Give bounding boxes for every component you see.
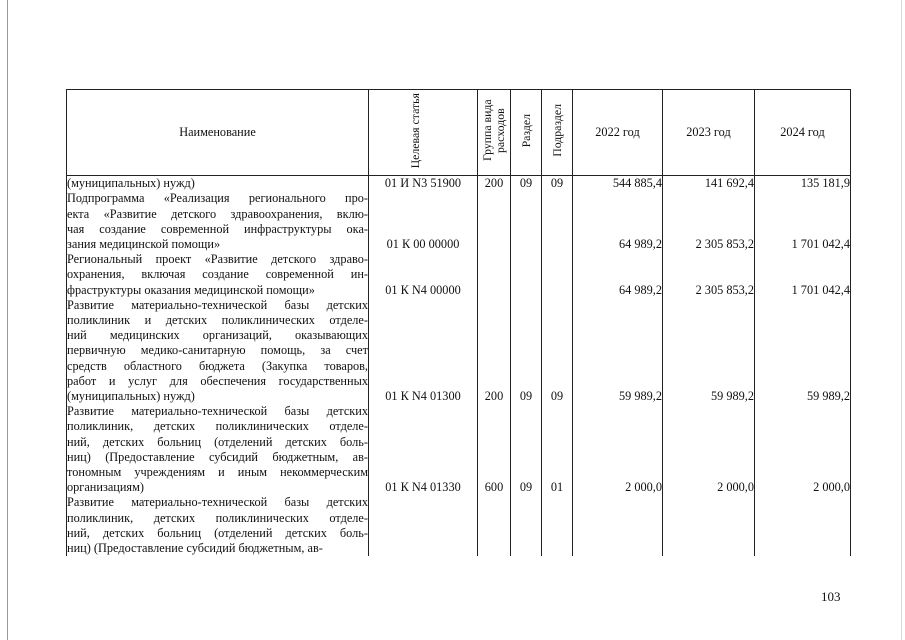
section-cell — [511, 404, 542, 495]
amount-2023-cell — [663, 191, 755, 252]
table-body — [67, 176, 851, 557]
page-number: 103 — [821, 589, 841, 604]
amount-2024-cell-value: 59 989,2 — [806, 389, 850, 404]
amount-2022-cell — [573, 404, 663, 495]
target-article-cell-value: 01 И N3 51900 — [384, 176, 462, 191]
row-name-line: зания медицинской помощи» — [67, 237, 221, 252]
section-cell-value: 09 — [519, 176, 533, 191]
section-cell-value: 09 — [519, 480, 533, 495]
row-name-line: (муниципальных) нужд) — [67, 389, 195, 404]
row-name-line: (муниципальных) нужд) — [67, 176, 195, 191]
amount-2022-cell-value: 64 989,2 — [618, 237, 662, 252]
row-name-line: чая создание современной инфраструктуры ока- — [67, 221, 368, 236]
row-name-line: Развитие материально-технической базы детских — [67, 495, 368, 510]
table-row — [67, 495, 851, 556]
amount-2022-cell-value: 64 989,2 — [618, 282, 662, 297]
amount-2022-cell-value: 2 000,0 — [625, 480, 662, 495]
expense-group-cell-value: 200 — [484, 176, 504, 191]
amount-2022-cell — [573, 495, 663, 556]
expense-group-cell — [478, 252, 511, 298]
target-article-cell — [369, 176, 478, 192]
subsection-cell — [542, 495, 573, 556]
expense-group-cell — [478, 176, 511, 192]
row-name-line: тономным учреждениям и иным некоммерческим — [67, 465, 368, 480]
budget-table — [66, 89, 851, 556]
row-name-line: средств областного бюджета (Закупка товаров, — [67, 358, 368, 373]
row-name — [67, 191, 369, 252]
scan-edge-right — [901, 0, 902, 640]
expense-group-cell — [478, 404, 511, 495]
amount-2024-cell — [755, 495, 851, 556]
subsection-cell-value: 09 — [550, 176, 564, 191]
section-cell — [511, 252, 542, 298]
amount-2024-cell-value: 2 000,0 — [813, 480, 850, 495]
section-cell — [511, 191, 542, 252]
expense-group-cell — [478, 191, 511, 252]
expense-group-cell — [478, 495, 511, 556]
header-2023: 2023 год — [663, 90, 755, 176]
amount-2023-cell-value: 141 692,4 — [704, 176, 754, 191]
target-article-cell-value: 01 К N4 01330 — [385, 480, 461, 495]
target-article-cell — [369, 191, 478, 252]
amount-2024-cell — [755, 298, 851, 404]
amount-2022-cell — [573, 252, 663, 298]
subsection-cell — [542, 298, 573, 404]
section-cell — [511, 495, 542, 556]
subsection-cell — [542, 404, 573, 495]
target-article-cell-value: 01 К N4 01300 — [385, 389, 461, 404]
row-name-line: Развитие материально-технической базы детских — [67, 297, 368, 312]
amount-2023-cell — [663, 495, 755, 556]
row-name-line: Региональный проект «Развитие детского здраво- — [67, 252, 368, 267]
row-name-line: ниц) (Предоставление субсидий бюджетным, ав- — [67, 541, 323, 556]
amount-2023-cell-value: 59 989,2 — [710, 389, 754, 404]
row-name-line: поликлиник и детских поликлинических отделе- — [67, 313, 368, 328]
subsection-cell-value: 09 — [550, 389, 564, 404]
amount-2023-cell-value: 2 305 853,2 — [695, 282, 754, 297]
amount-2024-cell-value: 135 181,9 — [800, 176, 850, 191]
target-article-cell — [369, 404, 478, 495]
amount-2023-cell — [663, 298, 755, 404]
expense-group-cell-value: 200 — [484, 389, 504, 404]
header-name: Наименование — [67, 90, 369, 176]
row-name — [67, 404, 369, 495]
scan-edge-left — [7, 0, 8, 640]
table-row — [67, 252, 851, 298]
amount-2022-cell — [573, 176, 663, 192]
target-article-cell-value: 01 К 00 00000 — [386, 237, 460, 252]
row-name — [67, 495, 369, 556]
row-name-line: ний медицинских организаций, оказывающих — [67, 328, 368, 343]
row-name — [67, 176, 369, 192]
target-article-cell — [369, 252, 478, 298]
target-article-cell — [369, 298, 478, 404]
expense-group-cell — [478, 298, 511, 404]
section-cell — [511, 298, 542, 404]
amount-2023-cell-value: 2 305 853,2 — [695, 237, 754, 252]
amount-2022-cell-value: 544 885,4 — [612, 176, 662, 191]
section-cell-value: 09 — [519, 389, 533, 404]
section-cell — [511, 176, 542, 192]
amount-2024-cell-value: 1 701 042,4 — [791, 282, 850, 297]
row-name-line: организациям) — [67, 480, 144, 495]
amount-2022-cell — [573, 191, 663, 252]
amount-2022-cell-value: 59 989,2 — [618, 389, 662, 404]
expense-group-cell-value: 600 — [484, 480, 504, 495]
amount-2023-cell — [663, 404, 755, 495]
table-row — [67, 176, 851, 192]
header-subsection: Подраздел — [542, 90, 573, 176]
row-name-line: поликлиник, детских поликлинических отделе- — [67, 419, 368, 434]
subsection-cell — [542, 176, 573, 192]
row-name-line: Развитие материально-технической базы детских — [67, 404, 368, 419]
header-expense-group: Группа вида расходов — [478, 90, 511, 176]
amount-2024-cell — [755, 404, 851, 495]
header-target-article: Целевая статья — [369, 90, 478, 176]
amount-2024-cell — [755, 252, 851, 298]
amount-2024-cell-value: 1 701 042,4 — [791, 237, 850, 252]
row-name-line: фраструктуры оказания медицинской помощи» — [67, 282, 315, 297]
row-name-line: екта «Развитие детского здравоохранения, вклю- — [67, 206, 368, 221]
row-name-line: ний, детских больниц (отделений детских боль- — [67, 525, 368, 540]
row-name-line: ний, детских больниц (отделений детских боль- — [67, 434, 368, 449]
row-name — [67, 298, 369, 404]
amount-2023-cell-value: 2 000,0 — [717, 480, 754, 495]
row-name-line: ниц) (Предоставление субсидий бюджетным, ав- — [67, 449, 368, 464]
subsection-cell — [542, 252, 573, 298]
row-name-line: первичную медико-санитарную помощь, за счет — [67, 343, 368, 358]
row-name-line: Подпрограмма «Реализация регионального про- — [67, 191, 368, 206]
amount-2022-cell — [573, 298, 663, 404]
target-article-cell — [369, 495, 478, 556]
header-section: Раздел — [511, 90, 542, 176]
header-2024: 2024 год — [755, 90, 851, 176]
subsection-cell — [542, 191, 573, 252]
row-name-line: работ и услуг для обеспечения государственных — [67, 373, 368, 388]
amount-2024-cell — [755, 176, 851, 192]
table-row — [67, 191, 851, 252]
table-row — [67, 298, 851, 404]
amount-2023-cell — [663, 176, 755, 192]
subsection-cell-value: 01 — [550, 480, 564, 495]
row-name — [67, 252, 369, 298]
header-2022: 2022 год — [573, 90, 663, 176]
target-article-cell-value: 01 К N4 00000 — [385, 282, 461, 297]
table-row — [67, 404, 851, 495]
table-header-row — [67, 90, 851, 176]
row-name-line: охранения, включая создание современной ин- — [67, 267, 368, 282]
row-name-line: поликлиник, детских поликлинических отделе- — [67, 510, 368, 525]
amount-2023-cell — [663, 252, 755, 298]
amount-2024-cell — [755, 191, 851, 252]
